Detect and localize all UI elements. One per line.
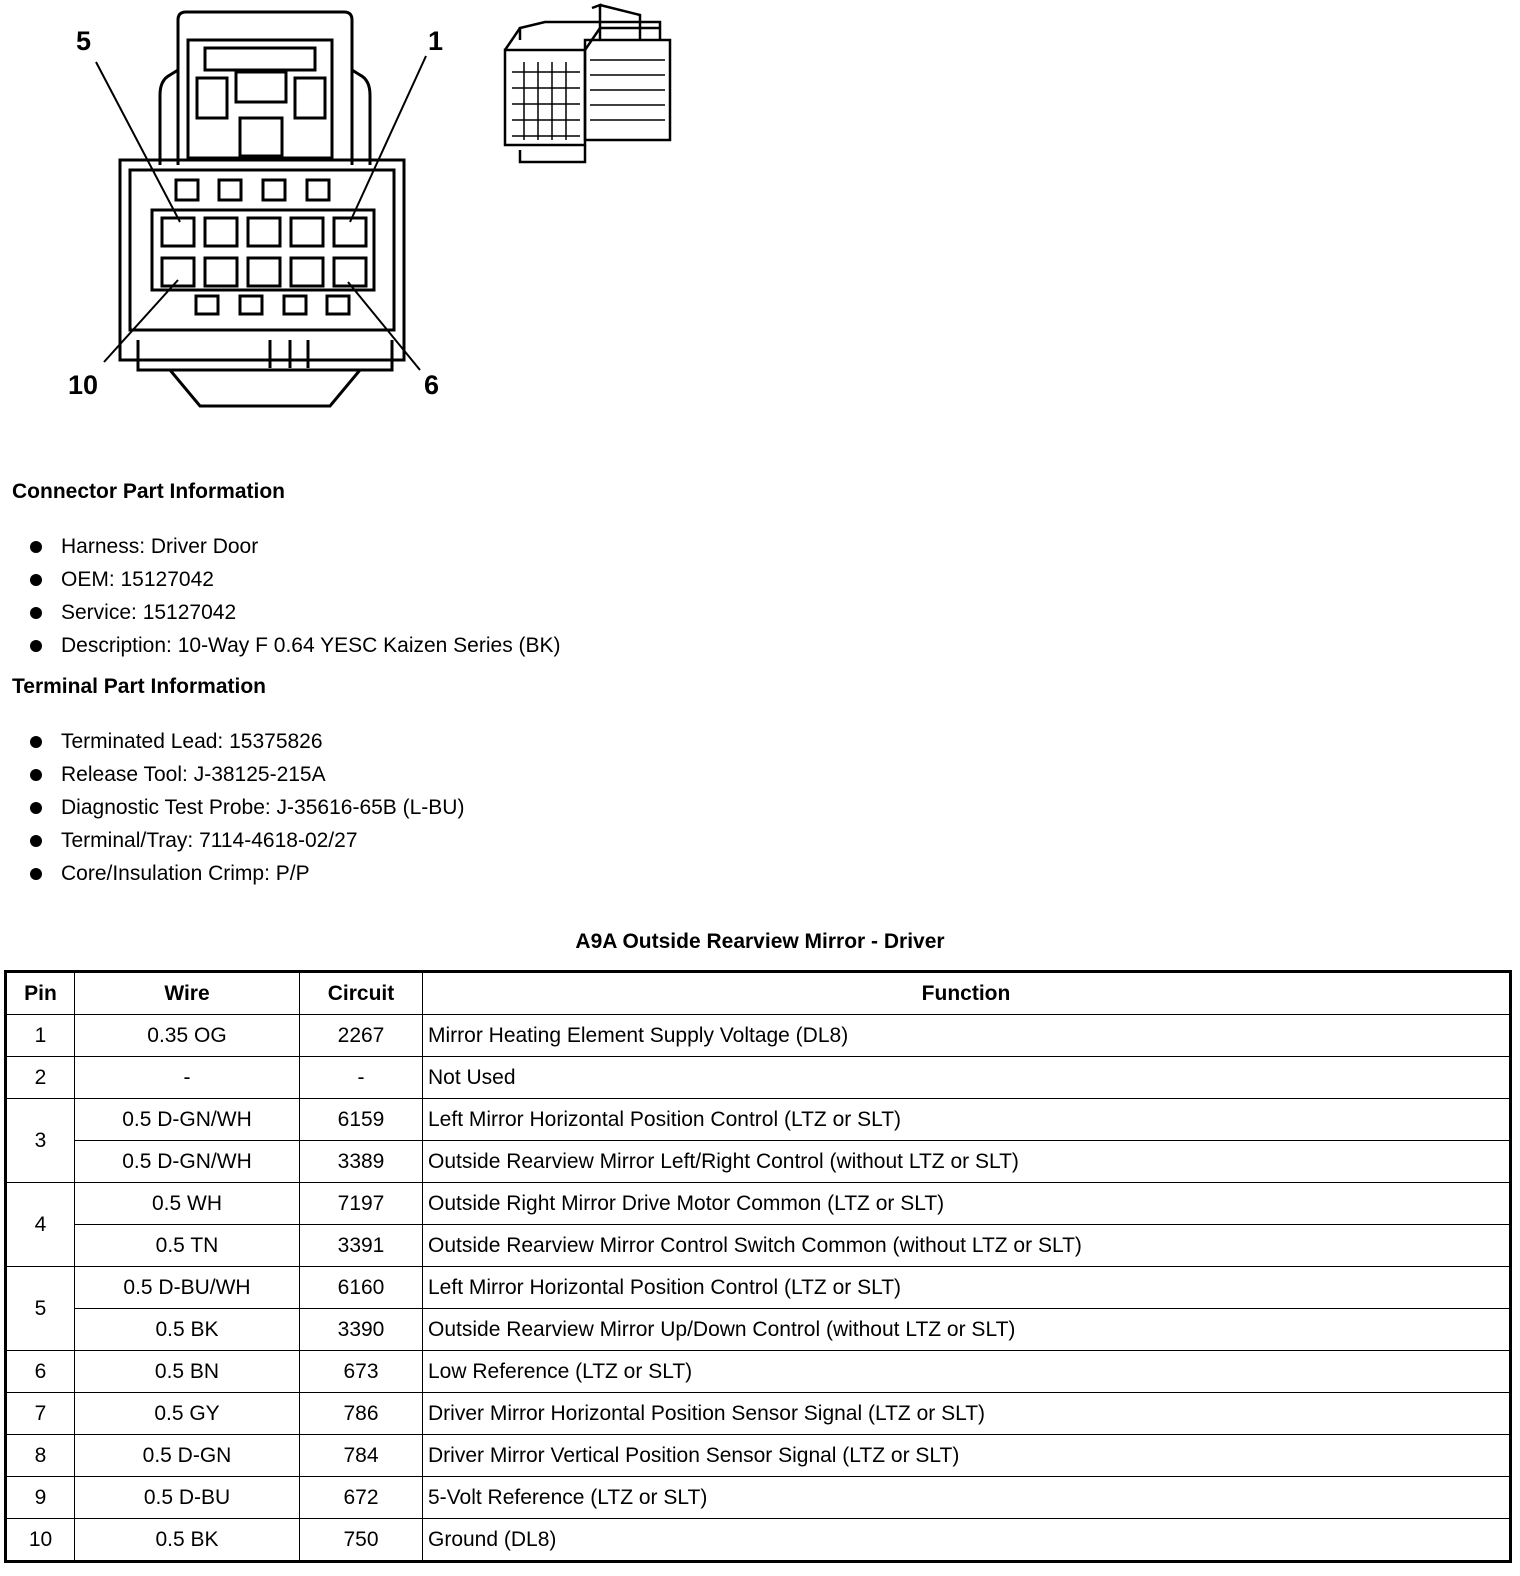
cell-wire: 0.5 D-GN/WH <box>75 1099 300 1141</box>
header-circuit: Circuit <box>300 972 423 1015</box>
cell-wire: 0.35 OG <box>75 1015 300 1057</box>
cell-pin: 9 <box>6 1477 75 1519</box>
table-row <box>6 1519 1511 1562</box>
cell-circuit: 3389 <box>300 1141 423 1183</box>
table-row <box>6 1099 1511 1141</box>
cell-pin: 10 <box>6 1519 75 1562</box>
list-item: Service: 15127042 <box>28 601 561 634</box>
cell-function: Left Mirror Horizontal Position Control (LTZ or SLT) <box>423 1267 1511 1309</box>
cell-wire: 0.5 WH <box>75 1183 300 1225</box>
cell-wire: 0.5 D-BU/WH <box>75 1267 300 1309</box>
list-item: Description: 10-Way F 0.64 YESC Kaizen Series (BK) <box>28 634 561 667</box>
pin-label-1: 1 <box>428 26 444 56</box>
table-row <box>6 1477 1511 1519</box>
terminal-info-list <box>28 730 464 895</box>
cell-function: Outside Rearview Mirror Control Switch Common (without LTZ or SLT) <box>423 1225 1511 1267</box>
table-row <box>6 1141 1511 1183</box>
table-title: A9A Outside Rearview Mirror - Driver <box>575 930 945 953</box>
table-row <box>6 1351 1511 1393</box>
cell-pin: 6 <box>6 1351 75 1393</box>
header-pin: Pin <box>6 972 75 1015</box>
table-row <box>6 1183 1511 1225</box>
cell-circuit: 2267 <box>300 1015 423 1057</box>
cell-circuit: 784 <box>300 1435 423 1477</box>
table-row <box>6 1057 1511 1099</box>
cell-function: Left Mirror Horizontal Position Control (LTZ or SLT) <box>423 1099 1511 1141</box>
cell-pin: 8 <box>6 1435 75 1477</box>
cell-function: Low Reference (LTZ or SLT) <box>423 1351 1511 1393</box>
header-wire: Wire <box>75 972 300 1015</box>
cell-circuit: 673 <box>300 1351 423 1393</box>
cell-function: Mirror Heating Element Supply Voltage (DL8) <box>423 1015 1511 1057</box>
cell-pin: 4 <box>6 1183 75 1267</box>
cell-pin: 2 <box>6 1057 75 1099</box>
cell-pin: 1 <box>6 1015 75 1057</box>
cell-wire: 0.5 GY <box>75 1393 300 1435</box>
list-item: OEM: 15127042 <box>28 568 561 601</box>
cell-wire: 0.5 BN <box>75 1351 300 1393</box>
cell-pin: 5 <box>6 1267 75 1351</box>
list-item: Core/Insulation Crimp: P/P <box>28 862 464 895</box>
list-item: Diagnostic Test Probe: J-35616-65B (L-BU) <box>28 796 464 829</box>
pin-label-6: 6 <box>424 370 440 400</box>
table-row <box>6 1309 1511 1351</box>
cell-circuit: 6159 <box>300 1099 423 1141</box>
table-row <box>6 1393 1511 1435</box>
cell-function: Driver Mirror Horizontal Position Sensor Signal (LTZ or SLT) <box>423 1393 1511 1435</box>
connector-info-list <box>28 535 561 667</box>
cell-function: Driver Mirror Vertical Position Sensor Signal (LTZ or SLT) <box>423 1435 1511 1477</box>
cell-function: Not Used <box>423 1057 1511 1099</box>
cell-circuit: 6160 <box>300 1267 423 1309</box>
cell-circuit: - <box>300 1057 423 1099</box>
list-item: Harness: Driver Door <box>28 535 561 568</box>
cell-wire: 0.5 D-BU <box>75 1477 300 1519</box>
connector-info-title: Connector Part Information <box>12 480 286 503</box>
table-row <box>6 1267 1511 1309</box>
cell-pin: 7 <box>6 1393 75 1435</box>
cell-pin: 3 <box>6 1099 75 1183</box>
cell-circuit: 3391 <box>300 1225 423 1267</box>
list-item: Terminal/Tray: 7114-4618-02/27 <box>28 829 464 862</box>
cell-function: 5-Volt Reference (LTZ or SLT) <box>423 1477 1511 1519</box>
cell-wire: 0.5 TN <box>75 1225 300 1267</box>
cell-circuit: 3390 <box>300 1309 423 1351</box>
table-row <box>6 1015 1511 1057</box>
cell-function: Outside Rearview Mirror Left/Right Control (without LTZ or SLT) <box>423 1141 1511 1183</box>
cell-wire: 0.5 BK <box>75 1519 300 1562</box>
pin-label-10: 10 <box>68 370 99 400</box>
cell-circuit: 672 <box>300 1477 423 1519</box>
cell-wire: - <box>75 1057 300 1099</box>
cell-wire: 0.5 D-GN/WH <box>75 1141 300 1183</box>
cell-function: Ground (DL8) <box>423 1519 1511 1562</box>
terminal-info-title: Terminal Part Information <box>12 675 266 698</box>
list-item: Terminated Lead: 15375826 <box>28 730 464 763</box>
cell-circuit: 750 <box>300 1519 423 1562</box>
cell-function: Outside Rearview Mirror Up/Down Control (without LTZ or SLT) <box>423 1309 1511 1351</box>
cell-wire: 0.5 D-GN <box>75 1435 300 1477</box>
connector-isometric-illustration <box>0 0 700 180</box>
cell-circuit: 786 <box>300 1393 423 1435</box>
table-row <box>6 1435 1511 1477</box>
header-function: Function <box>423 972 1511 1015</box>
cell-wire: 0.5 BK <box>75 1309 300 1351</box>
pinout-table <box>4 970 1512 1563</box>
cell-function: Outside Right Mirror Drive Motor Common (LTZ or SLT) <box>423 1183 1511 1225</box>
pin-label-5: 5 <box>76 26 92 56</box>
list-item: Release Tool: J-38125-215A <box>28 763 464 796</box>
table-row <box>6 1225 1511 1267</box>
table-header-row <box>6 972 1511 1015</box>
cell-circuit: 7197 <box>300 1183 423 1225</box>
